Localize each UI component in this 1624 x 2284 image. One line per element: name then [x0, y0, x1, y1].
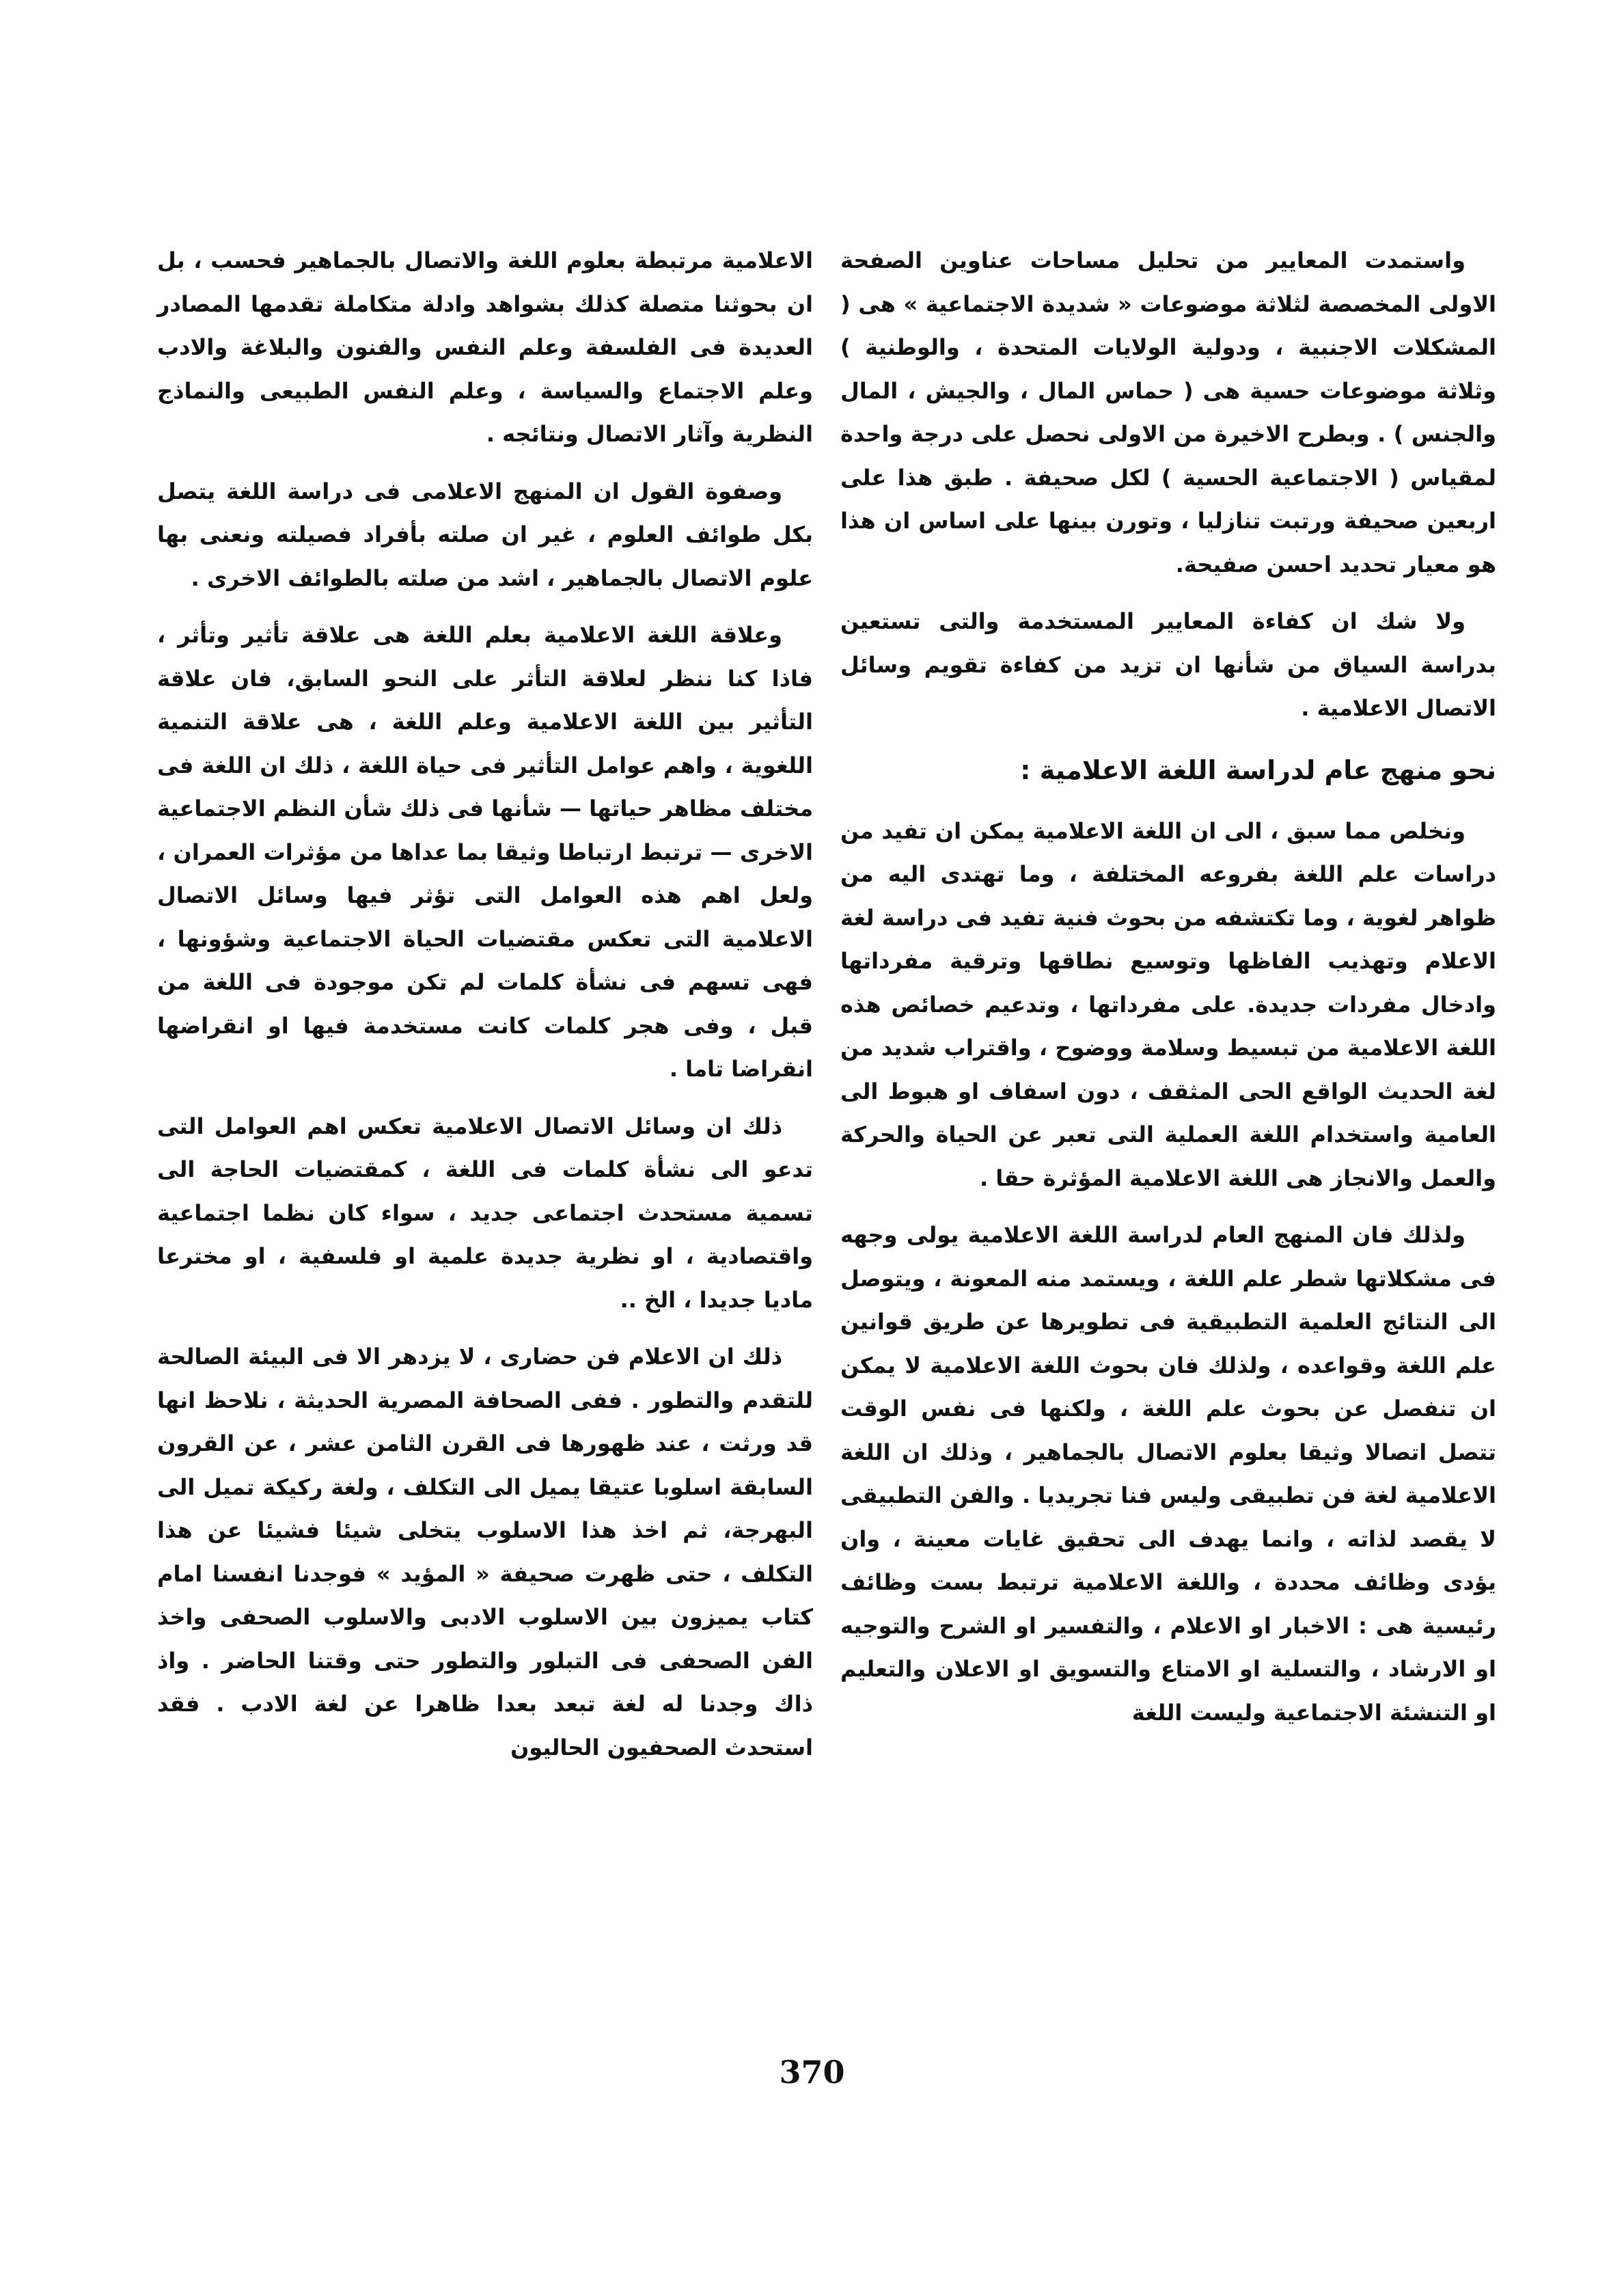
- section-heading: نحو منهج عام لدراسة اللغة الاعلامية :: [1020, 754, 1496, 785]
- left-paragraph-1: الاعلامية مرتبطة بعلوم اللغة والاتصال بالجماهير فحسب ، بل ان بحوثنا متصلة كذلك بشواهد وادلة متكاملة تقدمها المصادر العديدة فى الفلسفة وعلم النفس والفنون والبلاغة والادب وعلم الاجتماع والسياسة ، وعلم النفس الطبيعى والنماذج النظرية وآثار الاتصال ونتائجه .: [157, 247, 813, 447]
- right-paragraph-3: ونخلص مما سبق ، الى ان اللغة الاعلامية يمكن ان تفيد من دراسات علم اللغة بفروعه المختلفة ، وما تهتدى اليه من ظواهر لغوية ، وما تكتشفه من بحوث فنية تفيد فى دراسة لغة الاعلام وتهذيب الفاظها وتوسيع نطاقها وترقية مفرداتها وادخال مفردات جديدة. على مفرداتها ، وتدعيم خصائص هذه اللغة الاعلامية من تبسيط وسلامة ووضوح ، واقتراب شديد من لغة الحديث الواقع الحى المثقف ، دون اسفاف او هبوط الى العامية واستخدام اللغة العملية التى تعبر عن الحياة والحركة والعمل والانجاز هى اللغة الاعلامية المؤثرة حقا .: [840, 817, 1496, 1191]
- right-paragraph-2: ولا شك ان كفاءة المعايير المستخدمة والتى تستعين بدراسة السياق من شأنها ان تزيد من كفاءة تقويم وسائل الاتصال الاعلامية .: [840, 608, 1496, 721]
- right-paragraph-4: ولذلك فان المنهج العام لدراسة اللغة الاعلامية يولى وجهه فى مشكلاتها شطر علم اللغة ، ويستمد منه المعونة ، ويتوصل الى النتائج العلمية التطبيقية فى تطويرها عن طريق قوانين علم اللغة وقواعده ، ولذلك فان بحوث اللغة الاعلامية لا يمكن ان تنفصل عن بحوث علم اللغة ، ولكنها فى نفس الوقت تتصل اتصالا وثيقا بعلوم الاتصال بالجماهير ، وذلك ان اللغة الاعلامية لغة فن تطبيقى وليس فنا تجريديا . والفن التطبيقى لا يقصد لذاته ، وانما يهدف الى تحقيق غايات معينة ، وان يؤدى وظائف محددة ، واللغة الاعلامية ترتبط بست وظائف رئيسية هى : الاخبار او الاعلام ، والتفسير او الشرح والتوجيه او الارشاد ، والتسلية او الامتاع والتسويق او الاعلان والتعليم او التنشئة الاجتماعية وليست اللغة: [840, 1222, 1496, 1726]
- left-paragraph-2: وصفوة القول ان المنهج الاعلامى فى دراسة اللغة يتصل بكل طوائف العلوم ، غير ان صلته بأفراد فصيلته ونعنى بها علوم الاتصال بالجماهير ، اشد من صلته بالطوائف الاخرى .: [157, 478, 813, 591]
- left-paragraph-5: ذلك ان الاعلام فن حضارى ، لا يزدهر الا فى البيئة الصالحة للتقدم والتطور . ففى الصحافة المصرية الحديثة ، نلاحظ انها قد ورثت ، عند ظهورها فى القرن الثامن عشر ، عن القرون السابقة اسلوبا عتيقا يميل الى التكلف ، ولغة ركيكة تميل الى البهرجة، ثم اخذ هذا الاسلوب يتخلى شيئا فشيئا عن هذا التكلف ، حتى ظهرت صحيفة « المؤيد » فوجدنا انفسنا امام كتاب يميزون بين الاسلوب الادبى والاسلوب الصحفى واخذ الفن الصحفى فى التبلور والتطور حتى وقتنا الحاضر . واذ ذاك وجدنا له لغة تبعد بعدا ظاهرا عن لغة الادب . فقد استحدث الصحفيون الحاليون: [157, 1344, 813, 1760]
- left-paragraph-4: ذلك ان وسائل الاتصال الاعلامية تعكس اهم العوامل التى تدعو الى نشأة كلمات فى اللغة ، كمقتضيات الحاجة الى تسمية مستحدث اجتماعى جديد ، سواء كان نظما اجتماعية واقتصادية ، او نظرية جديدة علمية او فلسفية ، او مخترعا ماديا جديدا ، الخ ..: [157, 1113, 813, 1313]
- page-number: 370: [779, 2054, 845, 2091]
- right-paragraph-1: واستمدت المعايير من تحليل مساحات عناوين الصفحة الاولى المخصصة لثلاثة موضوعات « شديدة الاجتماعية » هى ( المشكلات الاجنبية ، ودولية الولايات المتحدة ، والوطنية ) وثلاثة موضوعات حسية هى ( حماس المال ، والجيش ، المال والجنس ) . وبطرح الاخيرة من الاولى نحصل على درجة واحدة لمقياس ( الاجتماعية الحسية ) لكل صحيفة . طبق هذا على اربعين صحيفة ورتبت تنازليا ، وتورن بينها على اساس ان هذا هو معيار تحديد احسن صفيحة.: [840, 247, 1496, 577]
- left-paragraph-3: وعلاقة اللغة الاعلامية بعلم اللغة هى علاقة تأثير وتأثر ، فاذا كنا ننظر لعلاقة التأثر على النحو السابق، فان علاقة التأثير بين اللغة الاعلامية وعلم اللغة ، هى علاقة التنمية اللغوية ، واهم عوامل التأثير فى حياة اللغة ، ذلك ان اللغة فى مختلف مظاهر حياتها — شأنها فى ذلك شأن النظم الاجتماعية الاخرى — ترتبط ارتباطا وثيقا بما عداها من مؤثرات العمران ، ولعل اهم هذه العوامل التى تؤثر فيها وسائل الاتصال الاعلامية التى تعكس مقتضيات الحياة الاجتماعية وشؤونها ، فهى تسهم فى نشأة كلمات لم تكن موجودة فى اللغة من قبل ، وفى هجر كلمات كانت مستخدمة فيها او انقراضها انقراضا تاما .: [157, 622, 813, 1082]
- left-column: [157, 239, 813, 1783]
- right-column: [840, 239, 1496, 1748]
